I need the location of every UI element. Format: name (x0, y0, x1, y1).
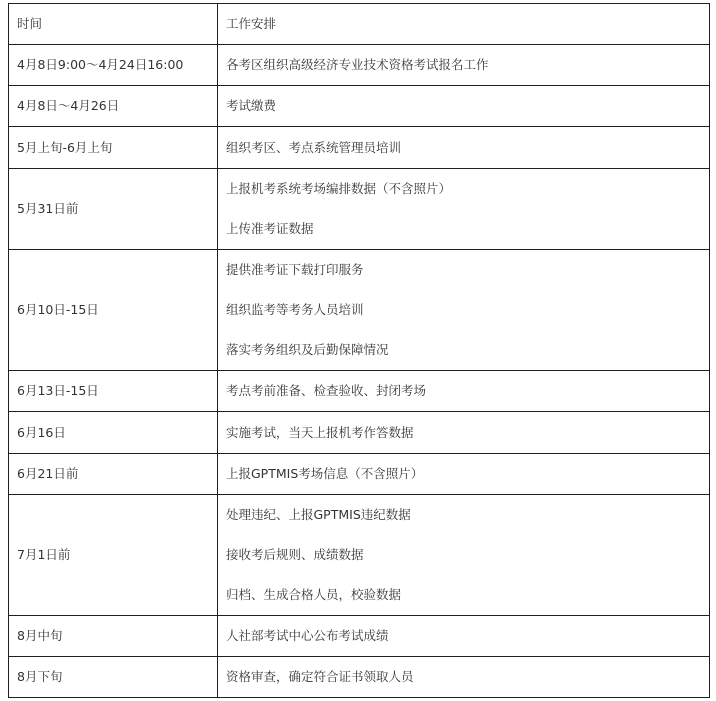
table-row (9, 495, 710, 616)
table-row (9, 169, 710, 250)
row-time: 5月上旬-6月上旬 (9, 127, 218, 169)
row-task-cell (218, 454, 710, 495)
table-row (9, 127, 710, 169)
task-item: 组织考区、考点系统管理员培训 (226, 139, 402, 155)
row-time: 6月10日-15日 (9, 250, 218, 371)
table-row (9, 86, 710, 127)
task-item: 上传准考证数据 (226, 221, 314, 236)
schedule-table (8, 3, 710, 698)
row-time: 7月1日前 (9, 495, 218, 616)
task-item: 组织监考等考务人员培训 (226, 302, 364, 317)
row-task-cell (218, 371, 710, 412)
row-time: 6月21日前 (9, 454, 218, 495)
row-task-cell (218, 86, 710, 127)
row-task-cell (218, 169, 710, 250)
task-item: 各考区组织高级经济专业技术资格考试报名工作 (226, 57, 489, 72)
table-row (9, 45, 710, 86)
task-item: 实施考试，当天上报机考作答数据 (226, 424, 414, 440)
row-time: 8月中旬 (9, 616, 218, 657)
row-task-cell (218, 127, 710, 169)
row-task-cell (218, 412, 710, 454)
row-time: 5月31日前 (9, 169, 218, 250)
row-time: 4月8日～4月26日 (9, 86, 218, 127)
row-task-cell (218, 45, 710, 86)
row-task-cell (218, 495, 710, 616)
row-task-cell (218, 657, 710, 698)
task-item: 归档、生成合格人员，校验数据 (226, 587, 402, 602)
table-header-row (9, 4, 710, 45)
task-item: 资格审查，确定符合证书领取人员 (226, 669, 414, 684)
table-row (9, 657, 710, 698)
task-item: 上报GPTMIS考场信息（不含照片） (226, 466, 424, 481)
table-row (9, 454, 710, 495)
row-time: 6月13日-15日 (9, 371, 218, 412)
row-time: 8月下旬 (9, 657, 218, 698)
task-item: 考试缴费 (226, 98, 277, 113)
task-item: 接收考后规则、成绩数据 (226, 547, 364, 562)
task-item: 考点考前准备、检查验收、封闭考场 (226, 383, 427, 398)
row-time: 4月8日9:00～4月24日16:00 (9, 45, 218, 86)
table-row (9, 250, 710, 371)
task-item: 上报机考系统考场编排数据（不含照片） (226, 181, 452, 196)
task-item: 人社部考试中心公布考试成绩 (226, 628, 389, 643)
table-row (9, 616, 710, 657)
header-task: 工作安排 (218, 4, 710, 45)
row-task-cell (218, 250, 710, 371)
task-item: 落实考务组织及后勤保障情况 (226, 342, 389, 357)
task-item: 处理违纪、上报GPTMIS违纪数据 (226, 507, 411, 522)
table-row (9, 412, 710, 454)
header-time: 时间 (9, 4, 218, 45)
table-row (9, 371, 710, 412)
row-time: 6月16日 (9, 412, 218, 454)
row-task-cell (218, 616, 710, 657)
task-item: 提供准考证下载打印服务 (226, 262, 364, 277)
